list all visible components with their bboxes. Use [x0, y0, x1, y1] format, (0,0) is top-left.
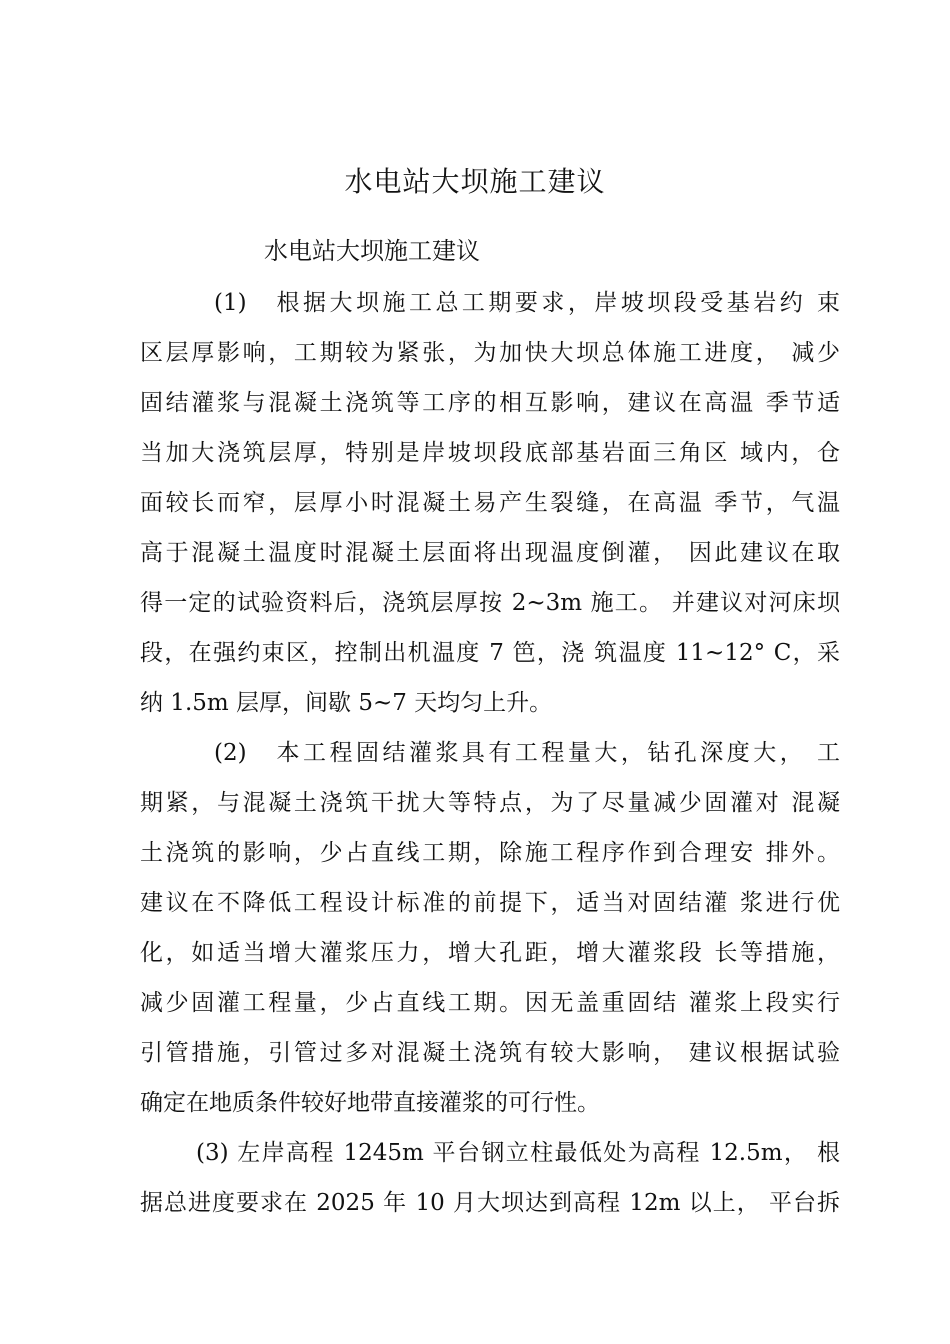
paragraph-line: 当加大浇筑层厚，特别是岸坡坝段底部基岩面三角区 域内，仓 — [140, 440, 840, 466]
paragraph-line: 化，如适当增大灌浆压力，增大孔距，增大灌浆段 长等措施， — [140, 940, 840, 966]
paragraph-line: 高于混凝土温度时混凝土层面将出现温度倒灌， 因此建议在取 — [140, 540, 840, 566]
paragraph-line: 固结灌浆与混凝土浇筑等工序的相互影响，建议在高温 季节适 — [140, 390, 840, 416]
paragraph-line: 土浇筑的影响，少占直线工期，除施工程序作到合理安 排外。 — [140, 840, 840, 866]
document-title: 水电站大坝施工建议 — [344, 165, 606, 198]
paragraph-line: 确定在地质条件较好地带直接灌浆的可行性。 — [140, 1090, 600, 1116]
paragraph-line: 据总进度要求在 2025 年 10 月大坝达到高程 12m 以上， 平台拆 — [140, 1190, 840, 1216]
paragraph-line: 段，在强约束区，控制出机温度 7 笆，浇 筑温度 11~12° C，采 — [140, 640, 840, 666]
document-subtitle: 水电站大坝施工建议 — [264, 237, 480, 265]
paragraph-line: 纳 1.5m 层厚，间歇 5~7 天均匀上升。 — [140, 690, 553, 716]
paragraph-line: 区层厚影响，工期较为紧张，为加快大坝总体施工进度， 减少 — [140, 340, 840, 366]
paragraph-line: (1) 根据大坝施工总工期要求，岸坡坝段受基岩约 束 — [214, 290, 840, 316]
paragraph-line: 减少固灌工程量，少占直线工期。因无盖重固结 灌浆上段实行 — [140, 990, 840, 1016]
paragraph-line: (2) 本工程固结灌浆具有工程量大，钻孔深度大， 工 — [214, 740, 840, 766]
paragraph-line: 期紧，与混凝土浇筑干扰大等特点，为了尽量减少固灌对 混凝 — [140, 790, 840, 816]
paragraph-line: 建议在不降低工程设计标准的前提下，适当对固结灌 浆进行优 — [140, 890, 840, 916]
paragraph-line: (3) 左岸高程 1245m 平台钢立柱最低处为高程 12.5m， 根 — [196, 1140, 840, 1166]
paragraph-line: 引管措施，引管过多对混凝土浇筑有较大影响， 建议根据试验 — [140, 1040, 840, 1066]
paragraph-line: 得一定的试验资料后，浇筑层厚按 2~3m 施工。 并建议对河床坝 — [140, 590, 840, 616]
paragraph-line: 面较长而窄，层厚小时混凝土易产生裂缝，在高温 季节，气温 — [140, 490, 840, 516]
